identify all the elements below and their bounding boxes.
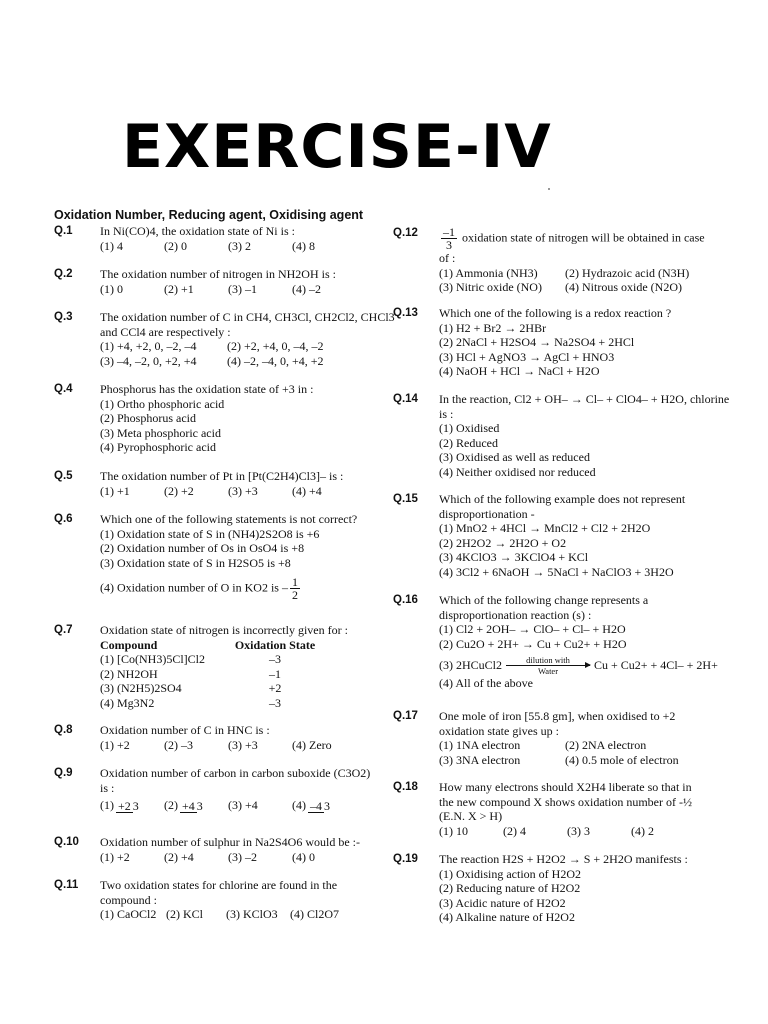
option[interactable]: (1) 10 [439,823,468,838]
question-text: the new compound X shows oxidation number of -½ [439,794,692,809]
fraction-denominator: 2 [291,588,298,602]
question-text: How many electrons should X2H4 liberate so that in [439,780,692,794]
option[interactable]: (3) Oxidation state of S in H2SO5 is +8 [100,555,291,570]
option[interactable]: (1) Cl2 + 2OH– → ClO– + Cl– + H2O [439,622,626,636]
fraction-denominator: 3 [324,798,330,813]
table-header: Oxidation State [234,637,316,652]
question-text: is : [100,780,115,795]
option[interactable]: (4) Alkaline nature of H2O2 [439,910,575,924]
option[interactable]: (4) 8 [292,238,315,253]
question-number: Q.19 [393,853,418,865]
option[interactable] [164,798,228,813]
option-label: (2) [164,798,178,812]
table-cell: –3 [269,652,281,666]
reaction-arrow [506,655,590,676]
option[interactable]: (3) Acidic nature of H2O2 [439,895,566,910]
fraction-numerator: –4 [310,798,322,813]
option[interactable]: (4) 2 [631,823,654,838]
table-cell[interactable]: (1) [Co(NH3)5Cl]Cl2 [100,652,205,666]
fraction [441,226,457,251]
option[interactable]: (3) 2 [228,238,251,253]
option[interactable]: (1) CaOCl2 [100,907,157,921]
option[interactable]: (4) Neither oxidised nor reduced [439,464,596,479]
question-text: disproportionation - [439,506,535,521]
option[interactable]: (3) 4KClO3 → 3KClO4 + KCl [439,550,589,564]
option[interactable]: (3) Nitric oxide (NO) [439,280,542,294]
question-text: and CCl4 are respectively : [100,324,231,339]
question-text: Oxidation state of nitrogen is incorrectly given for : [100,623,348,637]
option[interactable] [100,576,357,601]
question-text: In the reaction, Cl2 + OH– → Cl– + ClO4– + H2O, chlorine [439,392,730,406]
option[interactable]: (1) 0 [100,281,123,296]
question-text: Oxidation number of sulphur in Na2S4O6 would be :- [100,835,360,849]
question-text: disproportionation reaction (s) : [439,607,592,622]
table-cell: –3 [269,695,281,710]
option-label: (1) [100,798,114,812]
reaction-product: Cu + Cu2+ + 4Cl– + 2H+ [594,658,718,673]
question-text: Phosphorus has the oxidation state of +3 in : [100,382,314,396]
section-heading: Oxidation Number, Reducing agent, Oxidising agent [54,208,364,222]
table-header: Compound [100,637,158,652]
option[interactable]: (1) +2 [100,849,130,864]
option[interactable]: (2) +4 [164,849,194,864]
option[interactable]: (1) 1NA electron [439,738,521,752]
arrow-condition: Water [537,666,559,676]
table-cell[interactable]: (2) NH2OH [100,666,158,681]
fraction-numerator: +2 [118,798,131,813]
option-text: (4) Oxidation number of O in KO2 is – [100,580,288,595]
question-number: Q.12 [393,227,418,239]
option[interactable]: (1) Oxidised [439,421,500,435]
option[interactable]: (4) +4 [292,483,322,498]
option[interactable]: (1) Oxidising action of H2O2 [439,866,581,881]
option[interactable]: (3) HCl + AgNO3 → AgCl + HNO3 [439,349,615,364]
fraction [308,800,330,813]
question-number: Q.13 [393,307,418,319]
option[interactable]: (4) Pyrophosphoric acid [100,440,216,454]
fraction [290,576,300,601]
fraction-numerator: 1 [291,575,298,589]
question-number: Q.5 [54,470,73,482]
question-text: Two oxidation states for chlorine are found in the [100,878,338,892]
fraction-denominator: 3 [446,238,452,252]
option[interactable] [439,655,718,676]
option[interactable]: (3) –4, –2, 0, +2, +4 [100,353,197,368]
table-cell[interactable]: (3) (N2H5)2SO4 [100,681,182,695]
option[interactable]: (4) All of the above [439,676,533,690]
question-number: Q.7 [54,624,73,636]
fraction-numerator: –1 [443,225,455,239]
question-number: Q.1 [54,225,73,237]
question-number: Q.3 [54,311,73,323]
question-text: Which one of the following is a redox reaction ? [439,306,672,320]
option[interactable]: (2) Oxidation number of Os in OsO4 is +8 [100,541,305,555]
reaction-reactant: (3) 2HCuCl2 [439,658,502,673]
question-text: Oxidation number of C in HNC is : [100,723,270,737]
option[interactable]: (1) Ammonia (NH3) [439,265,538,280]
option[interactable]: (1) Ortho phosphoric acid [100,396,225,411]
stray-mark [548,188,550,190]
question-text: oxidation state gives up : [439,723,559,738]
option[interactable]: (2) KCl [166,907,203,921]
option[interactable]: (4) Cl2O7 [290,907,339,921]
question-text: One mole of iron [55.8 gm], when oxidised to +2 [439,709,676,723]
question-text: The reaction H2S + H2O2 → S + 2H2O manifests : [439,852,688,866]
option-label: (4) [292,798,306,812]
option[interactable]: (1) MnO2 + 4HCl → MnCl2 + Cl2 + 2H2O [439,521,651,535]
question-number: Q.11 [54,879,79,891]
question-text: The oxidation number of C in CH4, CH3Cl, CH2Cl2, CHCl3 [100,310,395,324]
fraction [180,800,203,813]
option[interactable]: (4) 0.5 mole of electron [565,752,679,767]
question-number: Q.2 [54,268,73,280]
option[interactable]: (2) +1 [164,281,194,296]
arrow-icon [506,665,590,666]
option[interactable]: (2) 2H2O2 → 2H2O + O2 [439,535,567,550]
option[interactable]: (3) 3NA electron [439,752,521,767]
option[interactable]: (1) Oxidation state of S in (NH4)2S2O8 is +6 [100,526,320,541]
option[interactable]: (1) +4, +2, 0, –2, –4 [100,339,197,353]
question-number: Q.10 [54,836,79,848]
question-number: Q.6 [54,513,73,525]
option[interactable]: (4) NaOH + HCl → NaCl + H2O [439,364,600,378]
question-text: Which of the following example does not represent [439,492,686,506]
question-number: Q.14 [393,393,418,405]
question-text: The oxidation number of Pt in [Pt(C2H4)Cl3]– is : [100,469,344,483]
question-text: oxidation state of nitrogen will be obtained in case [462,230,705,245]
option[interactable]: (2) 0 [164,238,187,253]
option[interactable]: (2) 2NA electron [565,738,647,752]
question-number: Q.15 [393,493,418,505]
table-cell: –1 [269,666,281,681]
option[interactable]: (2) Hydrazoic acid (N3H) [565,265,690,280]
option[interactable]: (3) +3 [228,483,258,498]
question-number: Q.8 [54,724,73,736]
question-number: Q.18 [393,781,418,793]
question-number: Q.9 [54,767,73,779]
arrow-condition: dilution with [526,655,570,665]
fraction-numerator: +4 [182,798,195,813]
option[interactable]: (2) +2 [164,483,194,498]
option[interactable]: (1) H2 + Br2 → 2HBr [439,320,547,335]
question-number: Q.17 [393,710,418,722]
question-text: The oxidation number of nitrogen in NH2OH is : [100,267,336,281]
option[interactable]: (1) +2 [100,737,130,752]
option[interactable]: (4) –2 [292,281,321,296]
fraction [116,800,139,813]
option[interactable] [100,798,164,813]
option[interactable]: (2) Reducing nature of H2O2 [439,881,581,895]
option[interactable]: (3) KClO3 [226,907,278,921]
question-number: Q.4 [54,383,73,395]
fraction-denominator: 3 [196,798,203,813]
option[interactable]: (3) +4 [228,798,258,813]
option[interactable]: (4) –2, –4, 0, +4, +2 [227,353,324,368]
table-cell[interactable]: (4) Mg3N2 [100,695,155,710]
option[interactable]: (3) Meta phosphoric acid [100,425,221,440]
option[interactable]: (2) Reduced [439,435,498,450]
option[interactable]: (1) +1 [100,483,130,498]
question-text: Oxidation number of carbon in carbon suboxide (C3O2) [100,766,371,780]
page-title: EXERCISE-IV [122,112,552,182]
question-text: of : [439,251,456,265]
fraction-denominator: 3 [132,798,139,813]
option[interactable]: (4) Nitrous oxide (N2O) [565,280,682,294]
table-cell: +2 [268,681,282,695]
option[interactable]: (3) –1 [228,281,257,296]
option[interactable]: (2) Cu2O + 2H+ → Cu + Cu2+ + H2O [439,636,627,651]
compound-table [100,638,348,711]
option[interactable]: (2) 2NaCl + H2SO4 → Na2SO4 + 2HCl [439,335,635,349]
question-text: is : [439,406,454,421]
option[interactable]: (3) –2 [228,849,257,864]
option[interactable]: (2) 4 [503,823,526,838]
option[interactable]: (2) Phosphorus acid [100,411,196,425]
question-text: compound : [100,892,157,907]
option[interactable]: (3) Oxidised as well as reduced [439,450,590,464]
question-text: In Ni(CO)4, the oxidation state of Ni is : [100,224,295,238]
question-number: Q.16 [393,594,418,606]
option[interactable]: (3) +3 [228,737,258,752]
option[interactable]: (4) Zero [292,737,332,752]
question-text: (E.N. X > H) [439,809,503,823]
question-text: Which one of the following statements is not correct? [100,512,358,526]
option[interactable]: (2) –3 [164,737,193,752]
option[interactable]: (4) 3Cl2 + 6NaOH → 5NaCl + NaClO3 + 3H2O [439,564,674,579]
option[interactable]: (3) 3 [567,823,590,838]
question-text: Which of the following change represents a [439,593,649,607]
option[interactable]: (4) 0 [292,849,315,864]
option[interactable]: (1) 4 [100,238,123,253]
option[interactable]: (2) +2, +4, 0, –4, –2 [227,339,324,353]
option[interactable] [292,798,356,813]
